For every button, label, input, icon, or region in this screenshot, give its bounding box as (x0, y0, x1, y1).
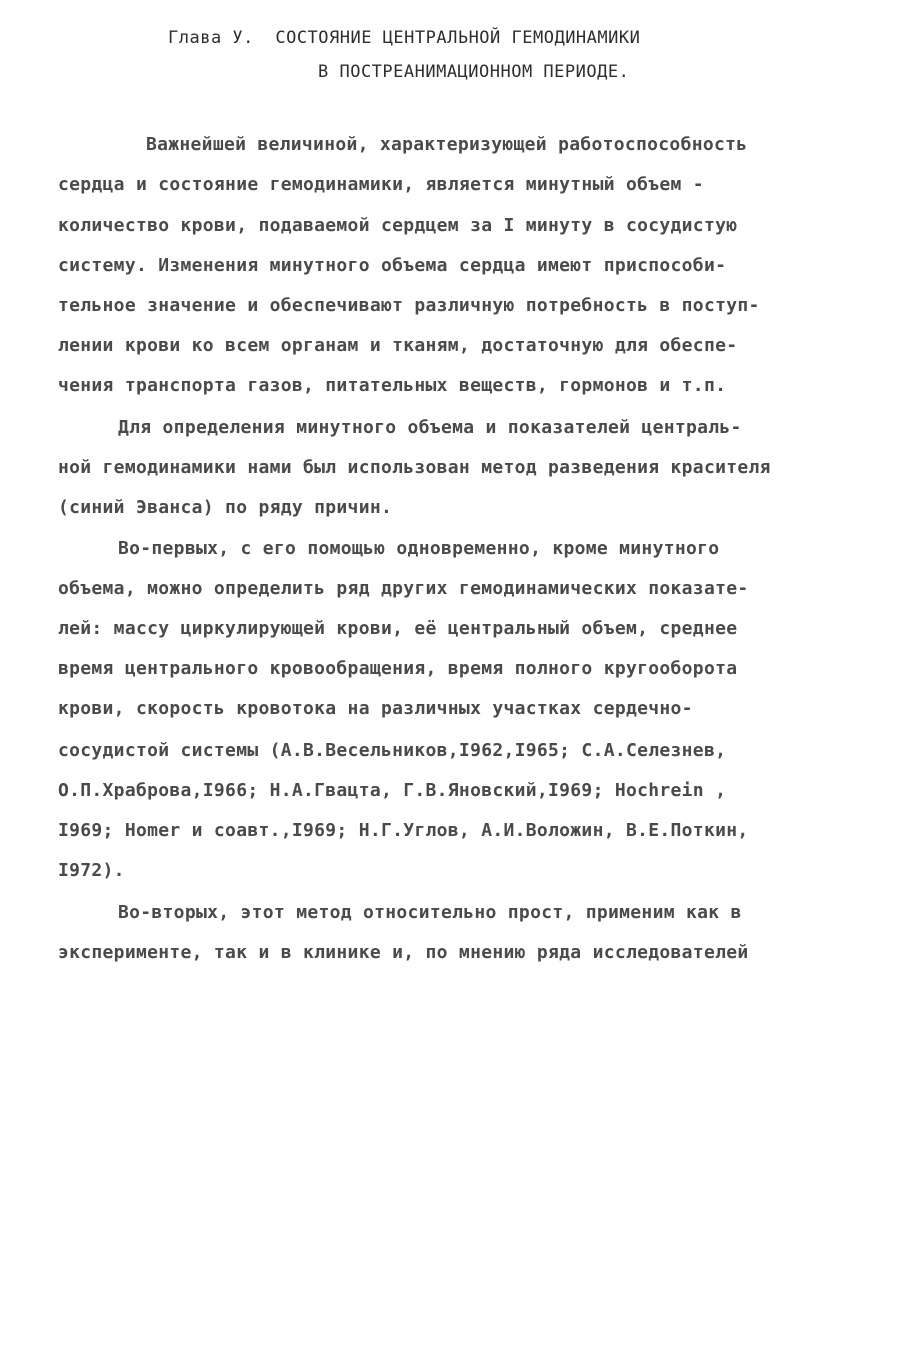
body-line: сосудистой системы (А.В.Весельников,I962,I965; С.А.Селезнев, (58, 740, 727, 761)
chapter-title-line-1: Глава У. СОСТОЯНИЕ ЦЕНТРАЛЬНОЙ ГЕМОДИНАМИКИ (168, 28, 641, 48)
body-line: объема, можно определить ряд других гемодинамических показате- (58, 578, 749, 599)
body-line: I969; Homer и соавт.,I969; Н.Г.Углов, А.И.Воложин, В.Е.Поткин, (58, 820, 749, 841)
body-line: Во-первых, с его помощью одновременно, кроме минутного (118, 538, 720, 559)
body-line: крови, скорость кровотока на различных участках сердечно- (58, 698, 693, 719)
body-line: количество крови, подаваемой сердцем за I минуту в сосудистую (58, 215, 738, 236)
body-line: (синий Эванса) по ряду причин. (58, 497, 393, 518)
body-line: сердца и состояние гемодинамики, является минутный объем - (58, 174, 704, 195)
body-line: время центрального кровообращения, время полного кругооборота (58, 658, 738, 679)
body-line: О.П.Храброва,I966; Н.А.Гвацта, Г.В.Яновский,I969; Hochrein , (58, 780, 727, 801)
chapter-title-line-2: В ПОСТРЕАНИМАЦИОННОМ ПЕРИОДЕ. (318, 62, 630, 82)
body-line: лей: массу циркулирующей крови, её центральный объем, среднее (58, 618, 738, 639)
body-line: тельное значение и обеспечивают различную потребность в поступ- (58, 295, 760, 316)
body-line: Во-вторых, этот метод относительно прост, применим как в (118, 902, 742, 923)
body-line: чения транспорта газов, питательных веществ, гормонов и т.п. (58, 375, 727, 396)
body-line: эксперименте, так и в клинике и, по мнению ряда исследователей (58, 942, 749, 963)
body-line: систему. Изменения минутного объема сердца имеют приспособи- (58, 255, 727, 276)
body-line: Для определения минутного объема и показателей централь- (118, 417, 742, 438)
body-line: ной гемодинамики нами был использован метод разведения красителя (58, 457, 771, 478)
body-line: Важнейшей величиной, характеризующей работоспособность (146, 134, 748, 155)
body-line: лении крови ко всем органам и тканям, достаточную для обеспе- (58, 335, 738, 356)
body-line: I972). (58, 860, 125, 881)
